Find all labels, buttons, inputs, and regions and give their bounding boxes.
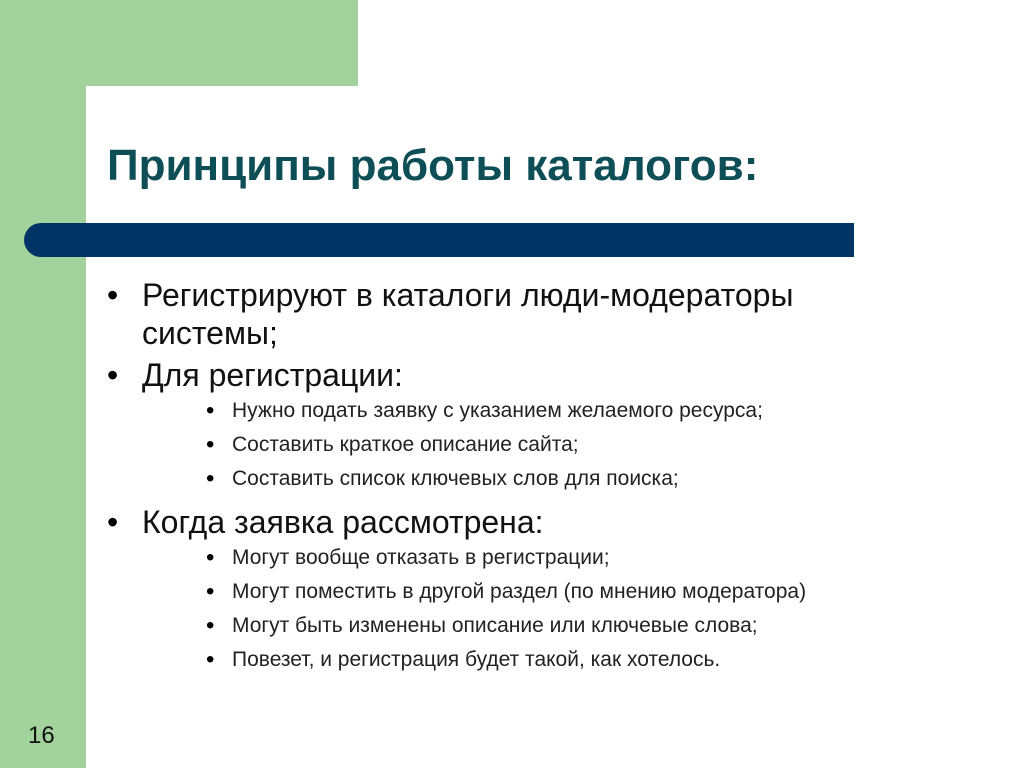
sub-bullet-marker: • [206, 646, 215, 673]
bullet-marker: • [107, 277, 119, 313]
slide-number: 16 [28, 722, 55, 749]
bullet-item-when-reviewed: Когда заявка рассмотрена: [142, 504, 544, 540]
bullet-item-for-registration: Для регистрации: [142, 357, 403, 393]
sub-bullet-marker: • [206, 544, 215, 571]
sub-bullet-item: Составить список ключевых слов для поиска; [232, 467, 679, 490]
sub-bullet-item: Могут поместить в другой раздел (по мнению модератора) [232, 580, 807, 603]
sub-bullet-marker: • [206, 397, 215, 424]
sub-bullet-item: Повезет, и регистрация будет такой, как хотелось. [232, 648, 721, 671]
bullet-marker: • [107, 504, 119, 540]
sub-bullet-item: Нужно подать заявку с указанием желаемого ресурса; [232, 399, 763, 422]
bullet-item-registration-by-moderators: Регистрируют в каталоги люди-модераторы системы; [142, 277, 794, 351]
bullet-marker: • [107, 357, 119, 393]
sub-bullet-marker: • [206, 612, 215, 639]
sub-bullet-item: Могут вообще отказать в регистрации; [232, 546, 610, 569]
sub-bullet-marker: • [206, 431, 215, 458]
sub-bullet-item: Могут быть изменены описание или ключевые слова; [232, 614, 758, 637]
sub-bullet-marker: • [206, 465, 215, 492]
slide-title: Принципы работы каталогов: [107, 141, 759, 190]
sub-bullet-item: Составить краткое описание сайта; [232, 433, 579, 456]
sub-bullet-marker: • [206, 578, 215, 605]
